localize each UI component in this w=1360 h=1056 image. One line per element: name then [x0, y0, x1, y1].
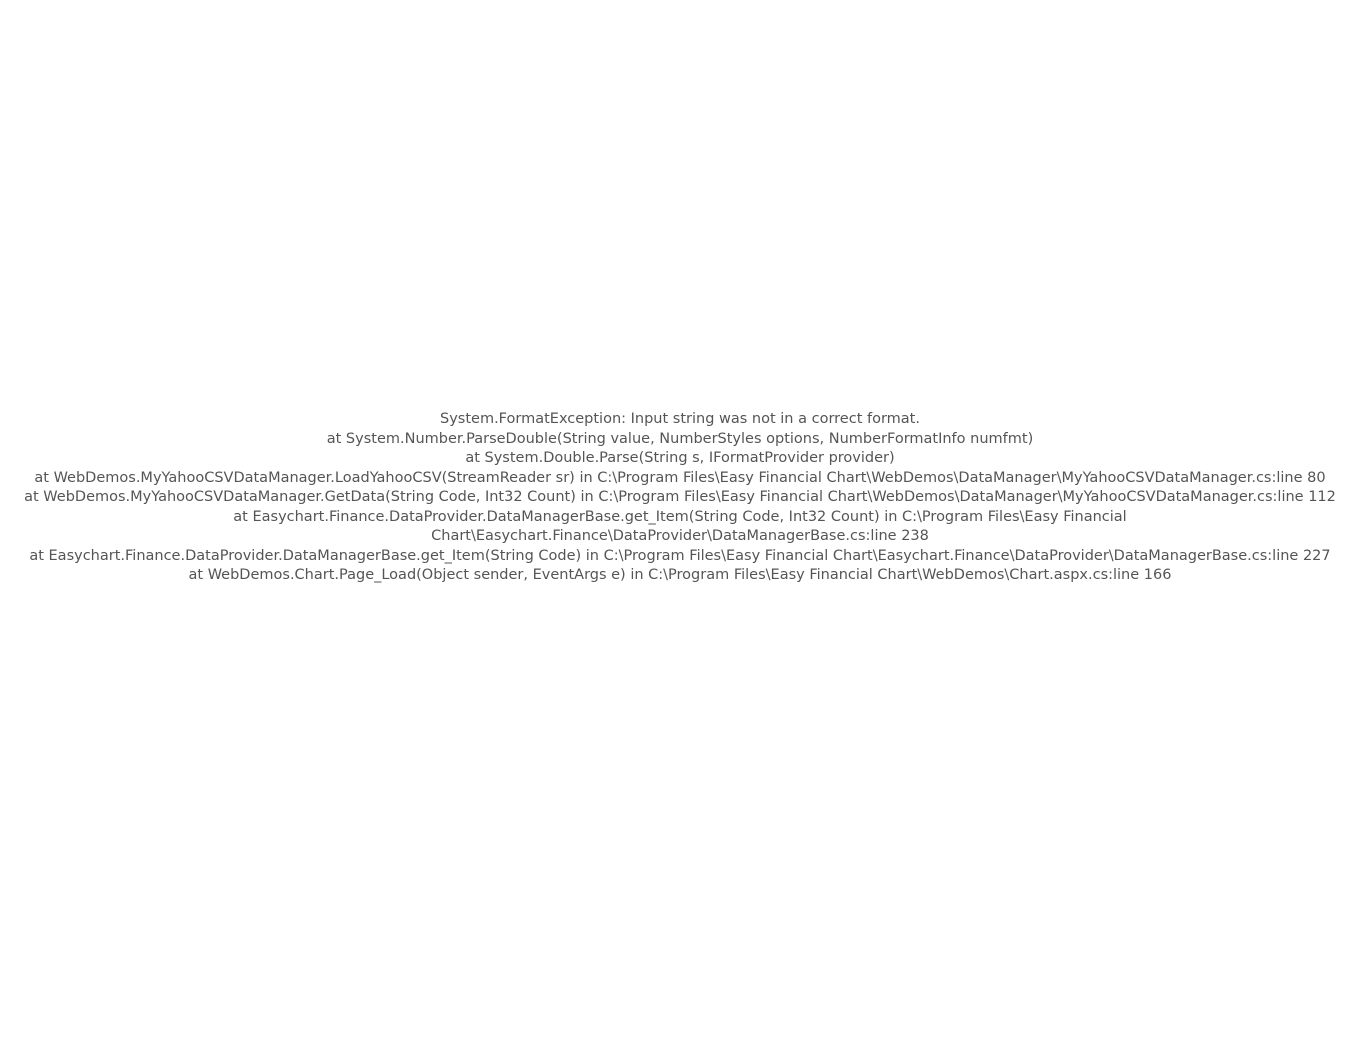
stack-frame: at System.Double.Parse(String s, IFormatProvider provider)	[465, 450, 895, 466]
stack-frame: at Easychart.Finance.DataProvider.DataManagerBase.get_Item(String Code) in C:\Program Files\Easy Financial Chart\Easychart.Finance\DataProvider\DataManagerBase.cs:line 227	[29, 547, 1331, 564]
stack-frame: at Easychart.Finance.DataProvider.DataManagerBase.get_Item(String Code, Int32 Count) in C:\Program Files\Easy Financial Chart\Easychart.Finance\DataProvider\DataManagerBase.cs:line 238	[233, 508, 1127, 544]
exception-stack-trace	[0, 410, 1360, 586]
stack-frame: at System.Number.ParseDouble(String value, NumberStyles options, NumberFormatInfo numfmt)	[326, 430, 1034, 447]
exception-message: System.FormatException: Input string was not in a correct format.	[440, 411, 920, 427]
stack-frame: at WebDemos.MyYahooCSVDataManager.GetData(String Code, Int32 Count) in C:\Program Files\Easy Financial Chart\WebDemos\DataManager\MyYahooCSVDataManager.cs:line 112	[24, 489, 1336, 505]
stack-frame: at WebDemos.MyYahooCSVDataManager.LoadYahooCSV(StreamReader sr) in C:\Program Files\Easy Financial Chart\WebDemos\DataManager\MyYahooCSVDataManager.cs:line 80	[34, 469, 1326, 486]
stack-frame: at WebDemos.Chart.Page_Load(Object sender, EventArgs e) in C:\Program Files\Easy Financial Chart\WebDemos\Chart.aspx.cs:line 166	[188, 567, 1172, 583]
